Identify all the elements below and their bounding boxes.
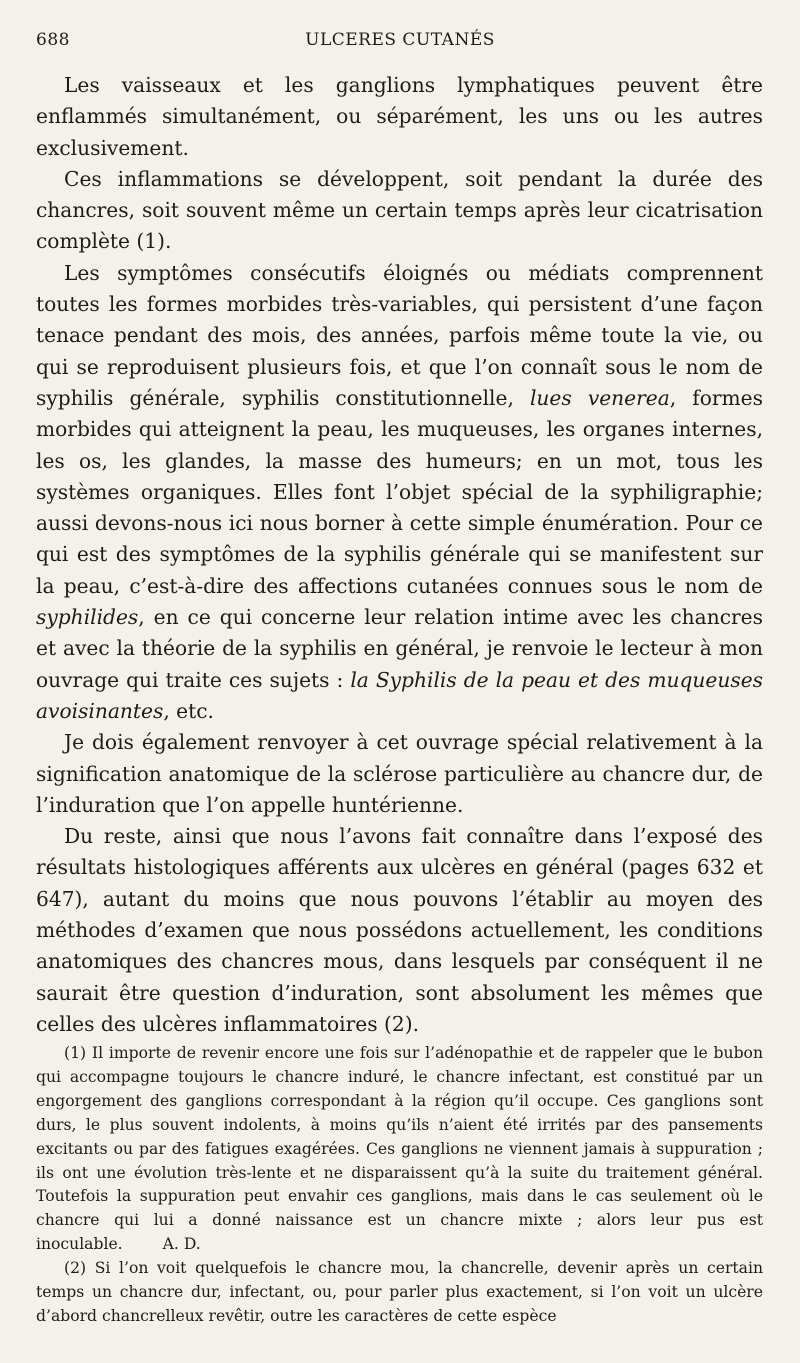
page-number: 688 xyxy=(36,30,70,50)
footnote-1-text: (1) Il importe de revenir encore une fois sur l’adénopathie et de rappeler que le bubon qui accompagne toujours le chancre induré, le chancre infectant, est constitué par un engorgement des ganglions correspondant à la région qu’il occupe. Ces ganglions sont durs, le plus souvent indolents, à moins qu’ils n’aient été irrités par des pansements excitants ou par des fatigues exagérées. Ces ganglions ne viennent jamais à suppuration ; ils ont une évolution très-lente et ne disparaissent qu’à la suite du traitement général. Toutefois la suppuration peut envahir ces ganglions, mais dans le cas seulement où le chancre qui lui a donné naissance est un chancre mixte ; alors leur pus est inoculable. xyxy=(36,1044,763,1254)
italic-term-syphilides: syphilides xyxy=(36,605,139,630)
footnote-1 xyxy=(36,1042,763,1257)
paragraph-4: Je dois également renvoyer à cet ouvrage spécial relativement à la signification anatomique de la sclérose particulière au chancre dur, de l’induration que l’on appelle huntérienne. xyxy=(36,730,763,817)
paragraph-3-part-d: , etc. xyxy=(163,698,214,723)
footnotes xyxy=(36,1042,763,1329)
italic-term-lues-venerea: lues venerea xyxy=(529,385,670,410)
paragraph-3-part-a: Les symptômes consécutifs éloignés ou médiats comprennent toutes les formes morbides très-variables, qui persistent d’une façon tenace pendant des mois, des années, parfois même toute la vie, ou qui se reproduisent plusieurs fois, et que l’on connaît sous le nom de syphilis générale, syphilis constitutionnelle, xyxy=(36,260,763,410)
paragraph-3-part-c: , en ce qui concerne leur relation intime avec les chancres et avec la théorie de la syphilis en général, je renvoie le lecteur à mon ouvrage qui traite ces sujets : xyxy=(36,605,763,692)
main-text xyxy=(36,70,763,1040)
running-title: ULCERES CUTANÉS xyxy=(305,30,495,50)
page-header xyxy=(36,30,764,60)
paragraph-3-part-b: , formes morbides qui atteignent la peau, les muqueuses, les organes internes, les os, les glandes, la masse des humeurs; en un mot, tous les systèmes organiques. Elles font l’objet spécial de la syphiligraphie; aussi devons-nous ici nous borner à cette simple énumération. Pour ce qui est des symptômes de la syphilis générale qui se manifestent sur la peau, c’est-à-dire des affections cutanées connues sous le nom de xyxy=(36,385,763,598)
paragraph-1: Les vaisseaux et les ganglions lymphatiques peuvent être enflammés simultanément, ou séparément, les uns ou les autres exclusivement. xyxy=(36,73,763,160)
footnote-2: (2) Si l’on voit quelquefois le chancre mou, la chancrelle, devenir après un certain temps un chancre dur, infectant, ou, pour parler plus exactement, si l’on voit un ulcère d’abord chancrelleux revêtir, outre les caractères de cette espèce xyxy=(36,1259,763,1325)
paragraph-2: Ces inflammations se développent, soit pendant la durée des chancres, soit souvent même un certain temps après leur cicatrisation complète (1). xyxy=(36,166,763,254)
paragraph-3 xyxy=(36,258,763,727)
paragraph-5: Du reste, ainsi que nous l’avons fait connaître dans l’exposé des résultats histologiques afférents aux ulcères en général (pages 632 et 647), autant du moins que nous pouvons l’établir au moyen des méthodes d’examen que nous possédons actuellement, les conditions anatomiques des chancres mous, dans lesquels par conséquent il ne saurait être question d’induration, sont absolument les mêmes que celles des ulcères inflammatoires (2). xyxy=(36,824,763,1036)
footnote-1-signature: A. D. xyxy=(162,1235,201,1254)
italic-book-title: la Syphilis de la peau et des muqueuses avoisinantes xyxy=(36,667,763,723)
